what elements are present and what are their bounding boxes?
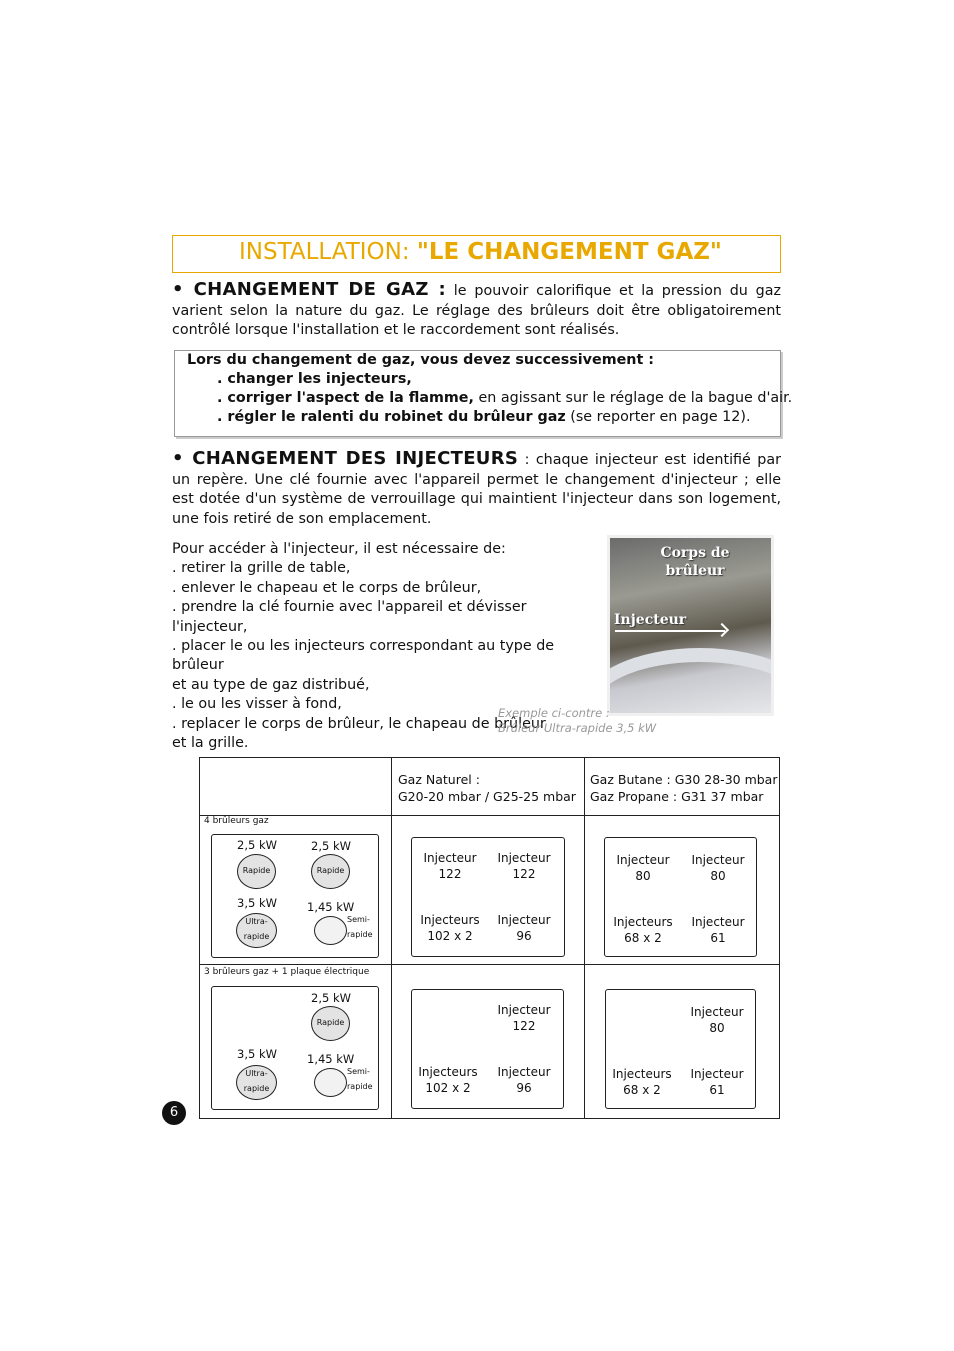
step-line: . replacer le corps de brûleur, le chapeau de brûleur (172, 715, 546, 732)
photo-label-burner-body: Corps de brûleur (660, 545, 730, 579)
notice-item-3: . régler le ralenti du robinet du brûleur gaz (se reporter en page 12). (217, 409, 751, 425)
injector-box-natural-4: Injecteur 122 Injecteur 122 Injecteurs 102 x 2 Injecteur 96 (411, 837, 565, 957)
burner-ultra-rapide: Ultra- rapide (236, 913, 277, 948)
section-injectors-heading: • CHANGEMENT DES INJECTEURS (172, 448, 519, 469)
burner-ultra-rapide: Ultra- rapide (236, 1065, 277, 1100)
section-gas-change-text: le pouvoir calorifique et la pression du gaz varient selon la nature du gaz. Le réglage des brûleurs doit être obligatoirement contrôlé lorsque l'installation et le raccordement sont réalisés. (172, 283, 781, 338)
burner-rapide: Rapide (237, 854, 276, 889)
title-box (172, 235, 781, 273)
injector-box-butane-4: Injecteur 80 Injecteur 80 Injecteurs 68 x 2 Injecteur 61 (604, 837, 757, 957)
hob-diagram-3-burners: 2,5 kW Rapide 3,5 kW 1,45 kW Ultra- rapide Semi- rapide (211, 986, 379, 1110)
arrow-icon (615, 630, 725, 632)
burner-rapide: Rapide (311, 854, 350, 889)
row-label-3-burners-plate: 3 brûleurs gaz + 1 plaque électrique (204, 967, 370, 977)
burner-rapide: Rapide (311, 1006, 350, 1041)
page-number: 6 (162, 1101, 186, 1125)
step-line: Pour accéder à l'injecteur, il est nécessaire de: (172, 541, 506, 557)
injector-box-butane-3: Injecteur 80 Injecteurs 68 x 2 Injecteur 61 (605, 989, 756, 1109)
step-line: . retirer la grille de table, (172, 560, 351, 577)
notice-box (174, 350, 793, 437)
notice-item-2: . corriger l'aspect de la flamme, en agissant sur le réglage de la bague d'air. (217, 390, 793, 406)
step-line: . placer le ou les injecteurs correspondant au type de brûleur (172, 638, 555, 674)
section-gas-change-heading: • CHANGEMENT DE GAZ : (172, 279, 446, 300)
section-injectors-text: : chaque injecteur est identifié par un repère. Une clé fournie avec l'appareil permet le changement d'injecteur ; elle est dotée d'un système de verrouillage qui maintient l'injecteur dans son logement, une fois retiré de son emplacement. (172, 452, 781, 527)
hob-diagram-4-burners: 2,5 kW 2,5 kW Rapide Rapide 3,5 kW 1,45 kW Ultra- rapide Semi- rapide (211, 834, 379, 958)
burner-semi-rapide (314, 916, 347, 945)
step-line: . le ou les visser à fond, (172, 696, 342, 713)
injector-table (199, 757, 780, 1119)
header-butane-propane: Gaz Butane : G30 28-30 mbar Gaz Propane : G31 37 mbar (590, 772, 778, 804)
photo-caption: Exemple ci-contre : Brûleur Ultra-rapide 3,5 kW (498, 706, 657, 735)
step-line: . prendre la clé fournie avec l'appareil et dévisser l'injecteur, (172, 599, 527, 635)
photo-label-injector: Injecteur (614, 612, 687, 628)
notice-item-1: . changer les injecteurs, (217, 371, 412, 387)
injector-box-natural-3: Injecteur 122 Injecteurs 102 x 2 Injecteur 96 (411, 989, 564, 1109)
page-title: INSTALLATION: "LE CHANGEMENT GAZ" (239, 239, 722, 265)
burner-photo (607, 535, 774, 716)
header-natural-gas: Gaz Naturel : G20-20 mbar / G25-25 mbar (398, 772, 576, 804)
section-injectors (172, 449, 781, 529)
step-line: et la grille. (172, 735, 249, 752)
notice-intro: Lors du changement de gaz, vous devez successivement : (187, 352, 654, 368)
section-gas-change (172, 280, 781, 341)
row-label-4-burners: 4 brûleurs gaz (204, 816, 269, 826)
burner-semi-rapide (314, 1068, 347, 1097)
step-line: et au type de gaz distribué, (172, 676, 370, 693)
step-line: . enlever le chapeau et le corps de brûleur, (172, 579, 482, 596)
